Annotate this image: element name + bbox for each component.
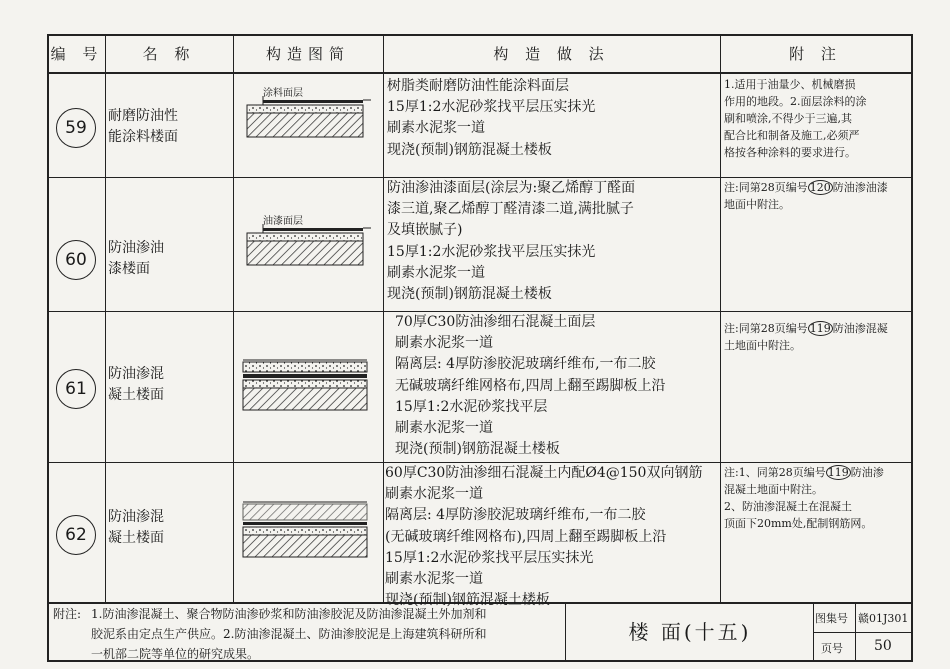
header-name: 名 称 [105,36,233,74]
floor-section-diagram [237,354,377,414]
header-note: 附 注 [720,36,911,74]
atlas-number: 赣01J301 [858,612,909,625]
drawing-sheet [47,34,913,662]
header-no: 编 号 [49,36,105,74]
row-name: 防油渗油 漆楼面 [108,240,164,277]
diagram-label: 涂料面层 [263,88,303,99]
floor-section-diagram [237,224,377,274]
col-divider [105,36,106,602]
floor-section-diagram [237,498,377,562]
row-note: 注:1、同第28页编号 119 防油渗 混凝土地面中附注。 2、防油渗混凝土在混凝土 顶面下20mm处,配制钢筋网。 [724,466,884,530]
row-note: 1.适用于油量少、机械磨损 作用的地段。2.面层涂料的涂 刷和喷涂,不得少于三遍,其 配合比和制备及施工,必须严 格按各种涂料的要求进行。 [724,78,867,159]
header-diagram: 构造图简 [233,36,383,74]
page-number: 50 [874,638,892,654]
row-number: 59 [56,108,96,148]
construction-method: 60厚C30防油渗细石混凝土内配Ø4@150双向钢筋 刷素水泥浆一道 隔离层: 4厚防渗胶泥玻璃纤维布,一布二胶 (无碱玻璃纤维网格布),四周上翻至踢脚板上沿 15厚1:2水泥砂浆找平层压实抹光 刷素水泥浆一道 现浇(预制)钢筋混凝土楼板 [385,465,703,609]
page-label: 页号 [821,642,843,655]
footer-divider [565,602,566,662]
row-number: 60 [56,240,96,280]
col-divider [233,36,234,602]
footer-label: 附注: [53,607,82,621]
construction-method: 树脂类耐磨防油性能涂料面层 15厚1:2水泥砂浆找平层压实抹光 刷素水泥浆一道 现浇(预制)钢筋混凝土楼板 [387,78,596,158]
atlas-label: 图集号 [815,612,848,625]
col-divider [720,36,721,602]
row-note: 注:同第28页编号 120 防油渗油漆 地面中附注。 [724,181,888,211]
drawing-title: 楼 面(十五) [628,620,752,644]
row-number: 62 [56,515,96,555]
row-name: 防油渗混 凝土楼面 [108,366,164,403]
reference-circle: 119 [827,466,849,479]
construction-method: 防油渗油漆面层(涂层为:聚乙烯醇丁醛面 漆三道,聚乙烯醇丁醛清漆二道,满批腻子 及填嵌腻子) 15厚1:2水泥砂浆找平层压实抹光 刷素水泥浆一道 现浇(预制)钢筋混凝土楼板 [387,180,636,303]
footer-notes: 1.防油渗混凝土、聚合物防油渗砂浆和防油渗胶泥及防油渗混凝土外加剂和 胶泥系由定点生产供应。2.防油渗混凝土、防油渗胶泥是上海建筑科研所和 一机部二院等单位的研究成果。 [91,607,487,661]
col-divider [383,36,384,602]
row-name: 耐磨防油性 能涂料楼面 [108,108,178,145]
row-name: 防油渗混 凝土楼面 [108,509,164,546]
reference-circle: 119 [809,322,831,335]
diagram-label: 油漆面层 [263,216,303,227]
row-note: 注:同第28页编号 119 防油渗混凝 土地面中附注。 [724,322,888,352]
footer-divider [813,632,911,633]
construction-method: 70厚C30防油渗细石混凝土面层 刷素水泥浆一道 隔离层: 4厚防渗胶泥玻璃纤维布,一布二胶 无碱玻璃纤维网格布,四周上翻至踢脚板上沿 15厚1:2水泥砂浆找平层 刷素水泥浆一道 现浇(预制)钢筋混凝土楼板 [395,314,666,458]
floor-section-diagram [237,96,377,146]
header-method: 构 造 做 法 [383,36,720,74]
reference-circle: 120 [809,181,831,194]
row-number: 61 [56,369,96,409]
